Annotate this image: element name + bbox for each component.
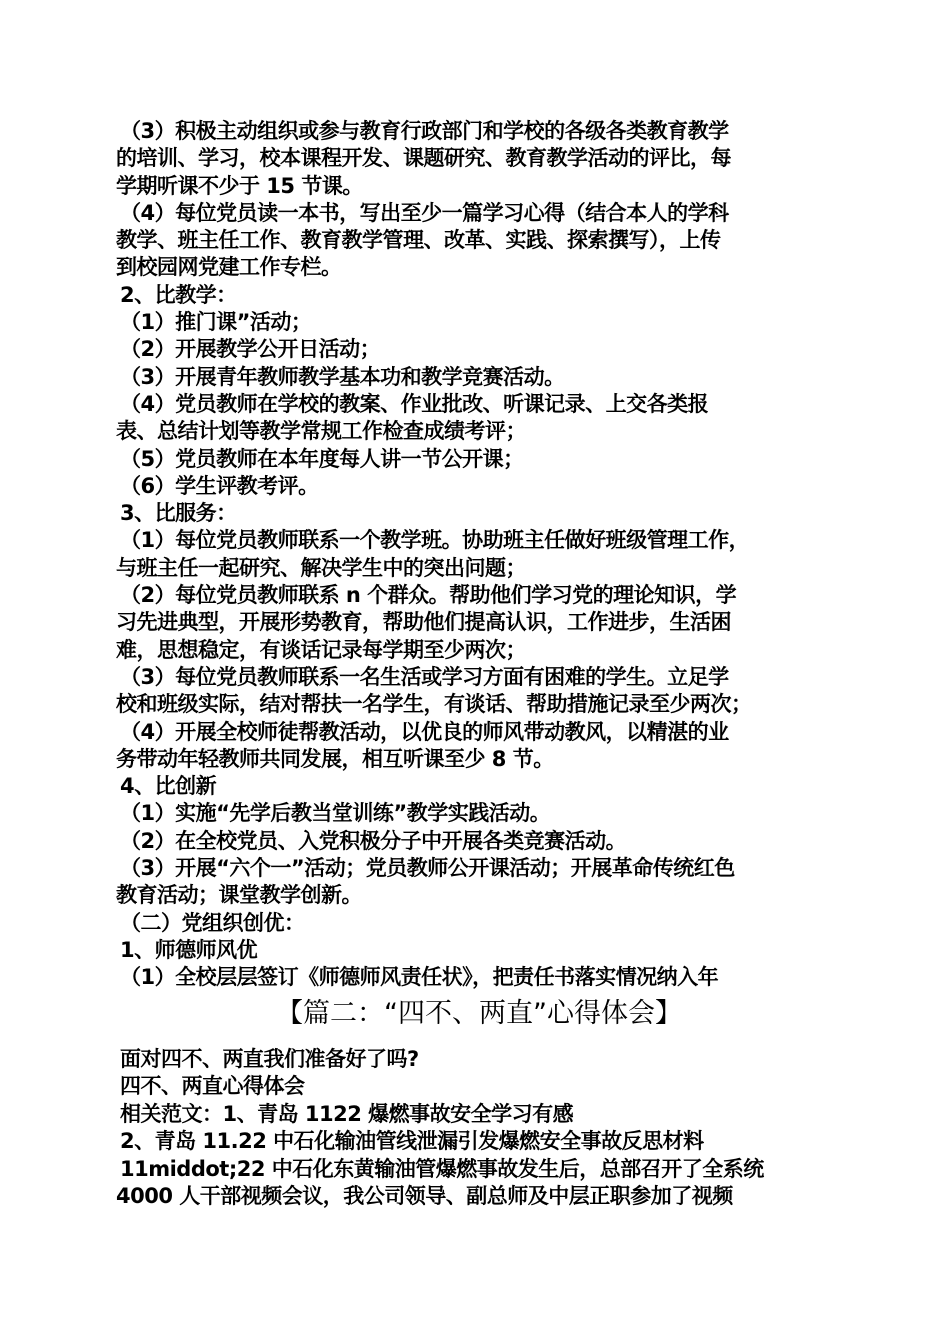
subheading-compare-innovation: 4、比创新 <box>120 774 217 799</box>
list-item: （1）实施“先学后教当堂训练”教学实践活动。 <box>120 801 551 826</box>
subheading-party-organization: （二）党组织创优： <box>120 910 305 935</box>
paragraph-line: 四不、两直心得体会 <box>120 1074 305 1098</box>
paragraph-line: 教学、班主任工作、教育教学管理、改革、实践、探索撰写），上传 <box>116 228 721 253</box>
document-body <box>116 118 842 1211</box>
paragraph-line: 校和班级实际，结对帮扶一名学生，有谈话、帮助措施记录至少两次； <box>116 692 752 717</box>
paragraph-line: 教育活动；课堂教学创新。 <box>116 883 362 908</box>
paragraph-line: 到校园网党建工作专栏。 <box>116 255 342 280</box>
list-item: （2）开展教学公开日活动； <box>120 337 381 362</box>
list-item: （2）在全校党员、入党积极分子中开展各类竞赛活动。 <box>120 828 627 853</box>
subheading-compare-service: 3、比服务： <box>120 501 237 526</box>
paragraph-line: 2、青岛 11.22 中石化输油管线泄漏引发爆燃安全事故反思材料 <box>120 1129 704 1153</box>
list-item: （4）党员教师在学校的教案、作业批改、听课记录、上交各类报 <box>120 391 709 416</box>
subheading-teacher-ethics: 1、师德师风优 <box>120 937 258 962</box>
list-item: （4）开展全校师徒帮教活动，以优良的师风带动教风，以精湛的业 <box>120 719 729 744</box>
section-title: 【篇二：“四不、两直”心得体会】 <box>276 997 682 1029</box>
list-item: （2）每位党员教师联系 n 个群众。帮助他们学习党的理论知识，学 <box>120 583 737 608</box>
list-item: （3）开展“六个一”活动；党员教师公开课活动；开展革命传统红色 <box>120 856 735 881</box>
list-item: （1）推门课”活动； <box>120 310 312 335</box>
paragraph-line: 相关范文：1、青岛 1122 爆燃事故安全学习有感 <box>120 1101 574 1126</box>
paragraph-line: 4000 人干部视频会议，我公司领导、副总师及中层正职参加了视频 <box>116 1184 733 1208</box>
paragraph-line: 难，思想稳定，有谈话记录每学期至少两次； <box>116 637 526 662</box>
section-experience-notes <box>116 1046 842 1211</box>
subheading-compare-teaching: 2、比教学： <box>120 282 237 307</box>
list-item: （3）开展青年教师教学基本功和教学竞赛活动。 <box>120 364 565 389</box>
paragraph-line: （4）每位党员读一本书，写出至少一篇学习心得（结合本人的学科 <box>120 200 729 225</box>
list-item: （3）每位党员教师联系一名生活或学习方面有困难的学生。立足学 <box>120 664 729 689</box>
paragraph-line: 学期听课不少于 15 节课。 <box>116 173 363 198</box>
list-item: （1）每位党员教师联系一个教学班。协助班主任做好班级管理工作， <box>120 528 750 553</box>
paragraph-line: 的培训、学习，校本课程开发、课题研究、教育教学活动的评比，每 <box>116 146 731 171</box>
paragraph-line: （3）积极主动组织或参与教育行政部门和学校的各级各类教育教学 <box>120 119 729 143</box>
section-party-member-activities <box>116 118 842 992</box>
paragraph-line: 习先进典型，开展形势教育，帮助他们提高认识，工作进步，生活困 <box>116 610 731 635</box>
list-item: （5）党员教师在本年度每人讲一节公开课； <box>120 446 524 471</box>
paragraph-line: 面对四不、两直我们准备好了吗? <box>120 1046 419 1071</box>
paragraph-line: 11middot;22 中石化东黄输油管爆燃事故发生后，总部召开了全系统 <box>120 1156 764 1181</box>
paragraph-line: 与班主任一起研究、解决学生中的突出问题； <box>116 555 526 580</box>
paragraph-line: 务带动年轻教师共同发展，相互听课至少 8 节。 <box>116 746 554 771</box>
list-item: （6）学生评教考评。 <box>120 473 319 498</box>
list-item: （1）全校层层签订《师德师风责任状》，把责任书落实情况纳入年 <box>120 965 719 990</box>
paragraph-line: 表、总结计划等教学常规工作检查成绩考评； <box>116 419 526 444</box>
